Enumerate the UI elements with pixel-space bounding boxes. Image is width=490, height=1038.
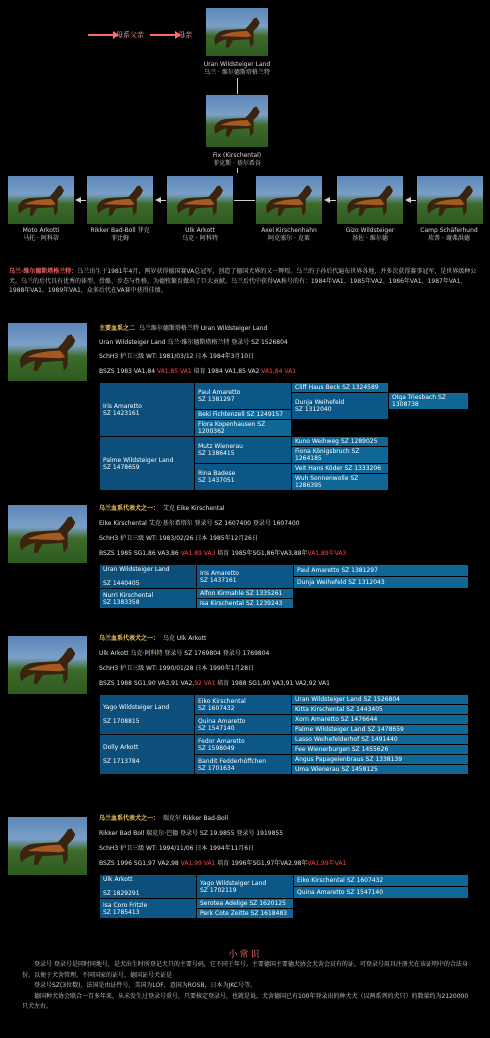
tree-connector	[237, 168, 238, 173]
titles-highlight: VA1,84 VA1	[261, 368, 297, 375]
titles-highlight: VA1,85 VA1	[156, 368, 192, 375]
pedigree-great-grandparent-cell: Uran Wildsteiger Land SZ 1526804	[292, 695, 469, 705]
pedigree-great-grandparent-cell: Dunja Weihefeld SZ 1312043	[294, 577, 469, 589]
dog-photo-mid	[206, 95, 268, 147]
titles-text: 培育 1985年SG1,86年VA3,88年	[215, 550, 308, 557]
titles-text: 培育 1984 VA1,85 VA2	[191, 368, 262, 375]
dog-photo-child-1	[8, 176, 74, 224]
titles-highlight: VA1,89年VA3	[307, 550, 347, 557]
pedigree-grandparent-cell: Bandit Fedderhöffchen SZ 1701634	[195, 755, 292, 775]
section-1-line-2: SchH3 护卫三级 WT: 1981/03/12 日本 1984年3月10日	[99, 353, 255, 360]
titles-text: BSZS 1996 SG1,97 VA2,98	[99, 860, 181, 867]
pedigree-row	[100, 437, 469, 447]
titles-text: BSZS 1983 VA1,84	[99, 368, 157, 375]
pedigree-row	[100, 875, 469, 887]
section-title-rest: 艾克 Eike Kirschental	[162, 505, 225, 512]
pedigree-grandparent-cell: Eiko Kirschental SZ 1607432	[195, 695, 292, 715]
german-shepherd-icon	[87, 176, 153, 224]
child-4-sub: 阿克塞尔 · 克莱	[268, 235, 310, 242]
tree-connector	[80, 200, 86, 201]
pedigree-table-4	[99, 874, 469, 919]
pedigree-great-grandparent-cell: Wuh Sonnenwolle SZ 1286395	[292, 474, 389, 491]
section-3-title	[99, 635, 206, 642]
child-1-sub: 马托 · 阿科蒂	[23, 235, 59, 242]
dog-photo-section-1	[8, 323, 87, 381]
section-title-rest: 瑞克尔 Rikker Bad-Boll	[162, 815, 229, 822]
legend-sire-label: 母系父亲	[116, 31, 144, 39]
pedigree-parent-cell: Palme Wildsteiger Land SZ 1478659	[100, 437, 195, 491]
pedigree-great-grandparent-cell: Perk Cote Zeitte SZ 1618483	[197, 909, 294, 919]
knowledge-paragraph: 德国种犬协会联合一百多年来，从未发生过登录号重号，只要核定登录号，也就是说，犬舍德国已有100年登录出的种犬犬（以两系列的犬只）的数量约为2120000只犬左右。	[22, 992, 469, 1010]
knowledge-title: 小常识	[228, 950, 262, 960]
pedigree-great-grandparent-cell: Flora Kopenhausen SZ 1200362	[195, 420, 292, 437]
child-5-sub: 基佐 · 维尔德	[352, 235, 388, 242]
dog-photo-child-4	[256, 176, 322, 224]
tree-connector	[160, 200, 166, 201]
section-3-line-1: Ulk Arkott 乌克·阿科特 登录号 SZ 1769804 登录号 1769804	[99, 650, 270, 657]
section-title-lead: 乌兰血系代表犬之一：	[99, 635, 160, 642]
pedigree-great-grandparent-cell: Kitta Kirschental SZ 1443405	[292, 705, 469, 715]
intro-body: 乌兰出生于1981年4月，两岁获得德国赛VA总冠军，创造了德国犬界的又一辉煌。乌兰的子孙后代遍布世界各地，并多次获得赛事冠军，是世界级种公犬。乌兰的后代具有优秀的体型、骨骼、步态与性格，为德牧繁育做出了巨大贡献。乌兰后代中获得VA称号的有：1984年VA1、1985年VA2、1986年VA1、1987年VA1、1988年VA1、1989年VA1，众多后代在VA赛中获得佳绩。	[9, 268, 477, 294]
dog-photo-child-5	[337, 176, 403, 224]
german-shepherd-icon	[8, 176, 74, 224]
pedigree-row	[100, 383, 469, 393]
dog-photo-section-3	[8, 636, 87, 694]
child-6-name: Camp Schäferhund	[420, 227, 478, 234]
intro-paragraph	[9, 267, 481, 296]
titles-text: 培育 1988 SG1,90 VA3,91 VA2,92 VA1	[215, 680, 330, 687]
pedigree-grandparent-cell: Nurri Kirschental SZ 1383358	[100, 589, 197, 609]
titles-highlight: VA1,99年VA1	[307, 860, 347, 867]
section-2-title	[99, 505, 225, 512]
child-2-name: Rikker Bad-Boll 菲克	[90, 227, 150, 234]
pedigree-row	[100, 899, 469, 909]
pedigree-great-grandparent-cell: Lasso Weihefelderhof SZ 1491440	[292, 735, 469, 745]
pedigree-grandparent-cell: Rina Badese SZ 1437051	[195, 464, 292, 491]
titles-text: BSZS 1985 SG1,86 VA3,86	[99, 550, 181, 557]
pedigree-grandparent-cell: Yago Wildsteiger Land SZ 1702119	[197, 875, 294, 899]
dog-photo-section-4	[8, 817, 87, 875]
knowledge-body	[22, 960, 470, 1013]
child-3-name: Ulk Arkott	[185, 227, 215, 234]
mid-dog-sub: 菲克斯 · 基尔希谷	[213, 160, 261, 167]
pedigree-great-grandparent-cell: Xorn Amaretto SZ 1476644	[292, 715, 469, 725]
section-title-lead: 主要血系之二	[99, 325, 136, 332]
section-title-rest: 乌克 Ulk Arkott	[162, 635, 207, 642]
section-4-line-3	[99, 860, 346, 867]
pedigree-great-grandparent-cell: Fee Wienerburgen SZ 1455626	[292, 745, 469, 755]
tree-connector	[329, 200, 336, 201]
pedigree-great-grandparent-cell: Alfon Kirmahle SZ 1335261	[197, 589, 294, 599]
pedigree-parent-cell: Ulk Arkott SZ 1829291	[100, 875, 197, 899]
pedigree-grandparent-cell: Quina Amaretto SZ 1547140	[195, 715, 292, 735]
pedigree-grandparent-cell: Mutz Wienerau SZ 1386415	[195, 437, 292, 464]
pedigree-parent-cell: Dolly Arkott SZ 1713784	[100, 735, 195, 775]
section-2-line-2: SchH3 护卫三级 WT: 1983/02/26 日本 1985年12月26日	[99, 535, 258, 542]
pedigree-row	[100, 589, 469, 599]
pedigree-grandparent-cell: Fedor Amaretto SZ 1598049	[195, 735, 292, 755]
root-dog-sub: 乌兰 · 维尔德斯塔格兰特	[204, 69, 270, 76]
tree-connector	[234, 200, 255, 201]
section-title-lead: 乌兰血系代表犬之一：	[99, 505, 160, 512]
pedigree-table-2	[99, 564, 469, 609]
pedigree-row	[100, 735, 469, 745]
pedigree-great-grandparent-cell: Uma Wienerau SZ 1458125	[292, 765, 469, 775]
german-shepherd-icon	[8, 817, 87, 875]
dog-photo-root	[206, 8, 268, 56]
titles-highlight: VA1,99 VA1	[180, 860, 216, 867]
pedigree-great-grandparent-cell: Serotea Adelige SZ 1620125	[197, 899, 294, 909]
knowledge-paragraph: 登录号 登录号是同时同地号，是犬出生时所登记犬只的主要号码，它不同于年号。主要德国主要德犬协会犬舍会员有的证，可登录号用具注册犬在该证明中的合法身份。以便于犬舍管理，不同国家的证号，德国证号犬证是	[22, 961, 468, 979]
mid-dog-name: Fix (Kirschental)	[212, 152, 262, 159]
pedigree-great-grandparent-cell: Fiona Königsbruch SZ 1264185	[292, 447, 389, 464]
titles-highlight: VA1,89 VA3	[180, 550, 216, 557]
dog-photo-child-2	[87, 176, 153, 224]
root-dog-name: Uran Wildsteiger Land	[203, 61, 271, 68]
german-shepherd-icon	[337, 176, 403, 224]
pedigree-table-1	[99, 382, 469, 491]
pedigree-great-grandparent-cell: Cliff Haus Beck SZ 1324589	[292, 383, 389, 393]
pedigree-grandparent-cell: Iris Amaretto SZ 1437161	[197, 565, 294, 589]
section-4-line-1: Rikker Bad Boll 瑞克尔·巴德 登录号 SZ 19.9855 登录号 1919855	[99, 830, 284, 837]
pedigree-grandparent-cell: Paul Amaretto SZ 1381297	[195, 383, 292, 410]
pedigree-row	[100, 695, 469, 705]
german-shepherd-icon	[417, 176, 483, 224]
pedigree-great-grandparent-cell: Palme Wildsteiger Land SZ 1478659	[292, 725, 469, 735]
pedigree-great-grandparent-cell: Beki Fichtenzell SZ 1249157	[195, 410, 292, 420]
pedigree-great-grandparent-cell: Paul Amaretto SZ 1381297	[294, 565, 469, 577]
german-shepherd-icon	[8, 636, 87, 694]
titles-text: BSZS 1988 SG1,90 VA3,91 VA2,	[99, 680, 195, 687]
section-2-line-1: Eike Kirschental 艾克·基尔希塔尔 登录号 SZ 1607400 登录号 1607400	[99, 520, 300, 527]
german-shepherd-icon	[8, 323, 87, 381]
dog-photo-section-2	[8, 505, 87, 563]
child-4-name: Axel Kirschenhahn	[261, 227, 317, 234]
intro-lead: 乌兰·维尔德斯塔格兰特：	[9, 268, 78, 275]
titles-highlight: 92 VA1	[194, 680, 216, 687]
red-arrow-icon	[150, 34, 176, 36]
pedigree-great-grandparent-cell: Kuno Weihweg SZ 1289025	[292, 437, 389, 447]
pedigree-table-3	[99, 694, 469, 775]
section-1-title	[99, 325, 267, 332]
section-1-line-1: Uran Wildsteiger Land 乌兰·维尔德斯塔格兰特 登录号 SZ 1526804	[99, 339, 288, 346]
pedigree-great-grandparent-cell: Quina Amaretto SZ 1547140	[294, 887, 469, 899]
pedigree-great-grandparent-cell: Angus Papageienbraus SZ 1338139	[292, 755, 469, 765]
section-title-rest: 乌兰维尔德斯塔格兰特 Uran Wildsteiger Land	[138, 325, 268, 332]
section-3-line-3	[99, 680, 330, 687]
pedigree-great-grandparent-cell: Olga Triesbach SZ 1308738	[389, 393, 469, 410]
section-4-title	[99, 815, 228, 822]
tree-connector	[237, 78, 238, 94]
red-arrow-icon	[88, 34, 114, 36]
section-3-line-2: SchH3 护卫三级 WT: 1990/01/28 日本 1990年1月28日	[99, 665, 255, 672]
pedigree-great-grandparent-cell: Isa Kirschental SZ 1239243	[197, 599, 294, 609]
child-6-sub: 坎普 · 谢弗洪德	[428, 235, 470, 242]
german-shepherd-icon	[8, 505, 87, 563]
section-2-line-3	[99, 550, 346, 557]
child-1-name: Moto Arkotti	[22, 227, 60, 234]
pedigree-grandparent-cell: Dunja Weihefeld SZ 1312040	[292, 393, 389, 420]
knowledge-paragraph: 登录号SZ(3位数)，法国是由证件号，美国为LOF，意国为ROSB，日本为JKC号等。	[34, 982, 257, 989]
pedigree-grandparent-cell: Isa Coro Fritzle SZ 1785413	[100, 899, 197, 919]
legend-parent-label: 母亲	[178, 31, 193, 39]
german-shepherd-icon	[167, 176, 233, 224]
child-5-name: Gizo Wildsteiger	[345, 227, 395, 234]
pedigree-parent-cell: Iris Amaretto SZ 1423161	[100, 383, 195, 437]
child-3-sub: 乌克 · 阿科特	[182, 235, 218, 242]
dog-photo-child-6	[417, 176, 483, 224]
german-shepherd-icon	[206, 95, 268, 147]
pedigree-parent-cell: Yago Wildsteiger Land SZ 1708815	[100, 695, 195, 735]
section-title-lead: 乌兰血系代表犬之一：	[99, 815, 160, 822]
pedigree-great-grandparent-cell: Veit Hans Köder SZ 1333206	[292, 464, 389, 474]
pedigree-great-grandparent-cell: Eiko Kirschental SZ 1607432	[294, 875, 469, 887]
titles-text: 培育 1996年SG1,97年VA2,98年	[215, 860, 308, 867]
german-shepherd-icon	[256, 176, 322, 224]
section-4-line-2: SchH3 护卫三级 WT: 1994/11/06 日本 1994年11月6日	[99, 845, 255, 852]
pedigree-parent-cell: Uran Wildsteiger Land SZ 1440405	[100, 565, 197, 589]
section-1-line-3	[99, 368, 296, 375]
german-shepherd-icon	[206, 8, 268, 56]
child-2-sub: 菲比姆	[110, 235, 129, 242]
pedigree-row	[100, 565, 469, 577]
dog-photo-child-3	[167, 176, 233, 224]
tree-connector	[410, 200, 416, 201]
